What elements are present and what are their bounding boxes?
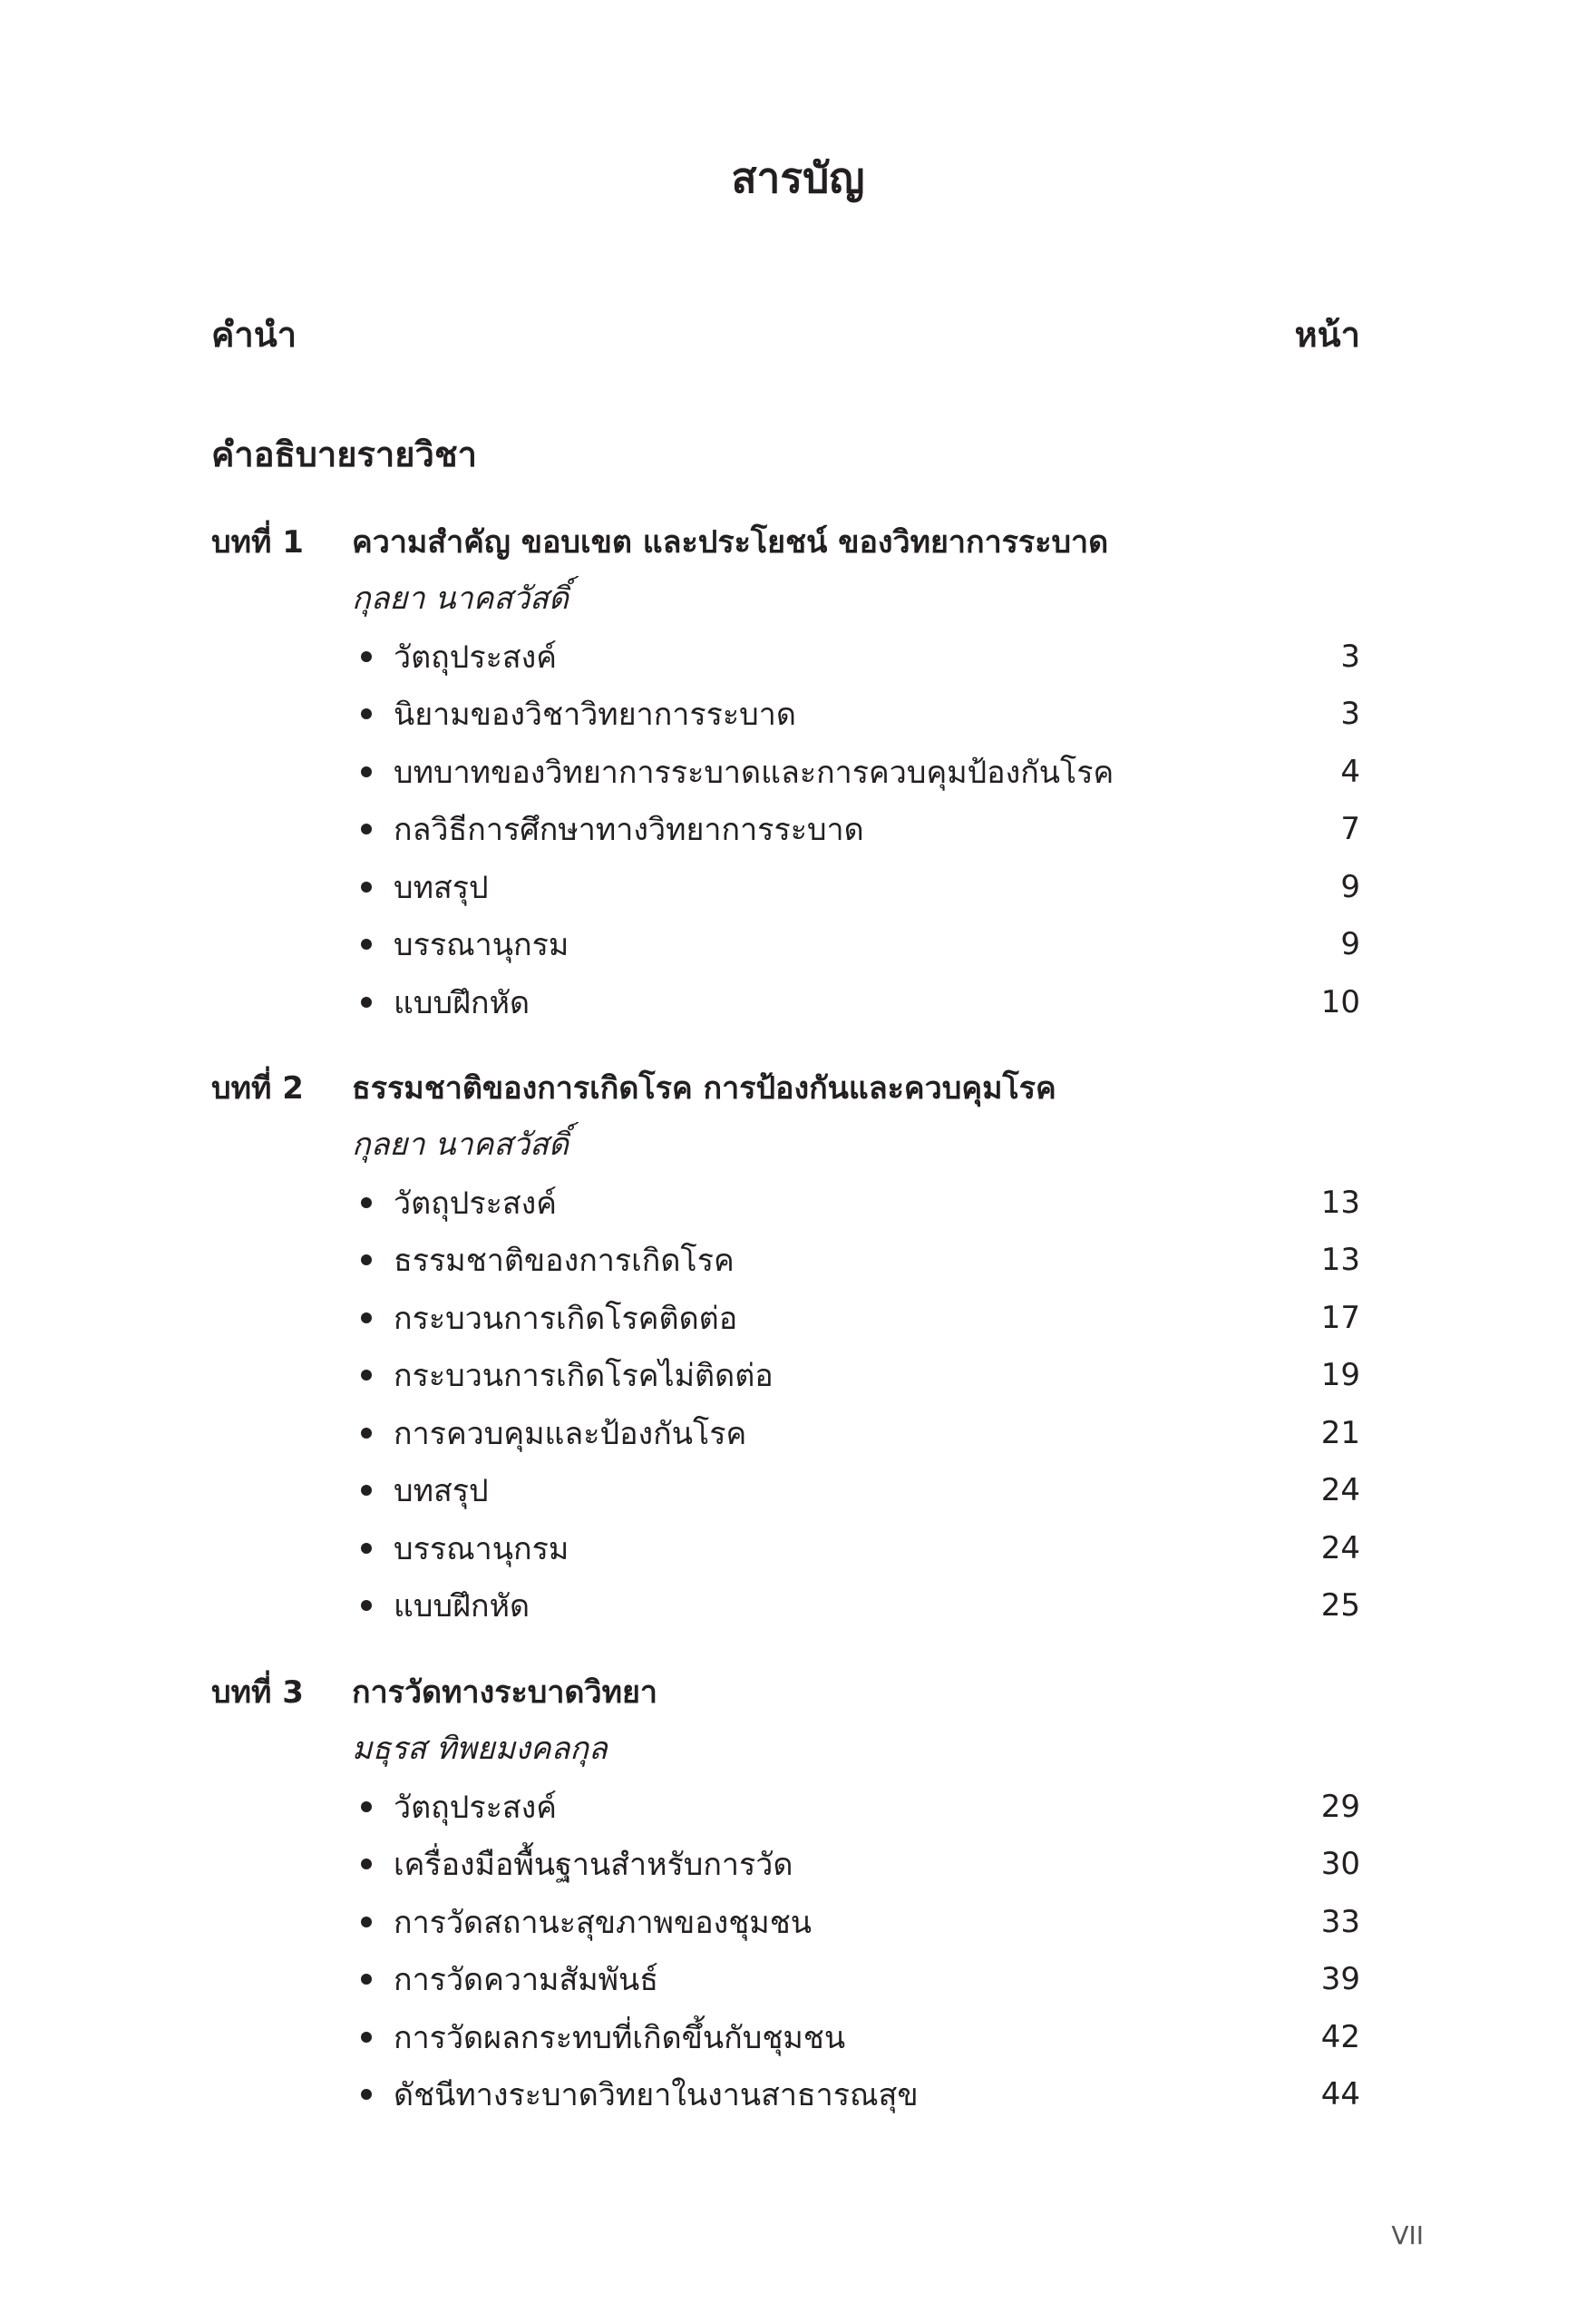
- entry-label: บทบาทของวิทยาการระบาดและการควบคุมป้องกันโรค: [394, 754, 1114, 791]
- entry-page: 3: [1340, 696, 1360, 733]
- bullet-icon: [361, 1428, 372, 1439]
- entry-label: บรรณานุกรม: [394, 927, 569, 964]
- bullet-icon: [361, 1254, 372, 1265]
- toc-entry: [211, 1951, 1360, 2009]
- bullet-icon: [361, 1485, 372, 1496]
- bullet-icon: [361, 651, 372, 662]
- entry-label: กระบวนการเกิดโรคติดต่อ: [394, 1300, 738, 1337]
- chapter-number: บทที่ 3: [211, 1674, 304, 1711]
- chapter-items: [211, 1778, 1360, 2123]
- page-number: VII: [1391, 2220, 1424, 2250]
- preface-heading: คำนำ: [211, 315, 297, 355]
- entry-page: 42: [1320, 2018, 1360, 2055]
- toc-entry: [211, 858, 1360, 916]
- bullet-icon: [361, 708, 372, 719]
- toc-entry: [211, 1893, 1360, 1951]
- toc-entry: [211, 686, 1360, 744]
- chapter-title: ความสำคัญ ขอบเขต และประโยชน์ ของวิทยาการระบาด: [352, 524, 1109, 561]
- entry-page: 30: [1320, 1846, 1360, 1883]
- entry-page: 9: [1340, 926, 1360, 963]
- chapter-title: การวัดทางระบาดวิทยา: [352, 1674, 658, 1711]
- toc-entry: [211, 916, 1360, 974]
- toc-entry: [211, 1174, 1360, 1232]
- bullet-icon: [361, 1197, 372, 1208]
- bullet-icon: [361, 766, 372, 777]
- entry-page: 39: [1320, 1961, 1360, 1998]
- entry-page: 9: [1340, 868, 1360, 905]
- toc-entry: [211, 801, 1360, 859]
- page-title: สารบัญ: [731, 153, 865, 202]
- entry-label: แบบฝึกหัด: [394, 1588, 530, 1625]
- page-column-heading: หน้า: [1294, 315, 1360, 355]
- entry-page: 25: [1320, 1587, 1360, 1624]
- entry-label: กลวิธีการศึกษาทางวิทยาการระบาด: [394, 812, 864, 849]
- toc-entry: [211, 2008, 1360, 2066]
- toc-entry: [211, 1462, 1360, 1520]
- toc-entry: [211, 1778, 1360, 1836]
- chapter-title: ธรรมชาติของการเกิดโรค การป้องกันและควบคุมโรค: [352, 1070, 1056, 1107]
- entry-page: 24: [1320, 1529, 1360, 1566]
- entry-page: 19: [1320, 1357, 1360, 1394]
- chapter-number: บทที่ 1: [211, 524, 304, 561]
- chapter-heading: [211, 1663, 1360, 1720]
- toc-entry: [211, 1289, 1360, 1347]
- bullet-icon: [361, 1370, 372, 1381]
- entry-page: 29: [1320, 1788, 1360, 1825]
- toc-entry: [211, 1519, 1360, 1577]
- bullet-icon: [361, 1543, 372, 1554]
- chapter-3: [211, 1663, 1360, 2123]
- chapter-items: [211, 1174, 1360, 1634]
- entry-page: 7: [1340, 811, 1360, 848]
- entry-page: 21: [1320, 1414, 1360, 1451]
- entry-page: 17: [1320, 1299, 1360, 1336]
- chapter-author: มธุรส ทิพยมงคลกุล: [352, 1731, 608, 1767]
- entry-page: 4: [1340, 753, 1360, 790]
- chapter-author: กุลยา นาคสวัสดิ์: [352, 580, 569, 617]
- chapter-1: [211, 513, 1360, 1031]
- entry-label: วัตถุประสงค์: [394, 1789, 557, 1826]
- entry-label: การวัดความสัมพันธ์: [394, 1962, 659, 1999]
- entry-page: 13: [1320, 1184, 1360, 1221]
- entry-page: 10: [1320, 983, 1360, 1020]
- entry-label: การวัดสถานะสุขภาพของชุมชน: [394, 1904, 813, 1941]
- bullet-icon: [361, 1801, 372, 1812]
- toc-entry: [211, 1347, 1360, 1405]
- entry-label: การวัดผลกระทบที่เกิดขึ้นกับชุมชน: [394, 2019, 846, 2056]
- bullet-icon: [361, 1859, 372, 1869]
- bullet-icon: [361, 997, 372, 1008]
- toc-entry: [211, 628, 1360, 686]
- bullet-icon: [361, 939, 372, 950]
- chapter-heading: [211, 513, 1360, 570]
- entry-label: นิยามของวิชาวิทยาการระบาด: [394, 697, 796, 734]
- entry-label: แบบฝึกหัด: [394, 984, 530, 1021]
- entry-label: บทสรุป: [394, 869, 489, 906]
- entry-label: วัตถุประสงค์: [394, 1185, 557, 1222]
- entry-page: 13: [1320, 1242, 1360, 1279]
- entry-label: บทสรุป: [394, 1473, 489, 1510]
- entry-label: การควบคุมและป้องกันโรค: [394, 1415, 747, 1452]
- entry-label: กระบวนการเกิดโรคไม่ติดต่อ: [394, 1358, 774, 1395]
- entry-label: วัตถุประสงค์: [394, 639, 557, 676]
- bullet-icon: [361, 1974, 372, 1985]
- entry-page: 3: [1340, 638, 1360, 675]
- chapter-heading: [211, 1059, 1360, 1116]
- chapter-author: กุลยา นาคสวัสดิ์: [352, 1127, 569, 1163]
- entry-label: บรรณานุกรม: [394, 1530, 569, 1567]
- chapter-items: [211, 628, 1360, 1031]
- entry-label: ดัชนีทางระบาดวิทยาในงานสาธารณสุข: [394, 2077, 919, 2114]
- toc-entry: [211, 973, 1360, 1031]
- course-description-heading: คำอธิบายรายวิชา: [211, 434, 477, 474]
- bullet-icon: [361, 1600, 372, 1611]
- entry-label: ธรรมชาติของการเกิดโรค: [394, 1243, 735, 1280]
- bullet-icon: [361, 1917, 372, 1927]
- bullet-icon: [361, 2089, 372, 2100]
- chapter-number: บทที่ 2: [211, 1070, 304, 1107]
- toc-entry: [211, 1577, 1360, 1635]
- entry-page: 24: [1320, 1472, 1360, 1509]
- entry-page: 33: [1320, 1903, 1360, 1940]
- toc-entry: [211, 1836, 1360, 1894]
- chapter-2: [211, 1059, 1360, 1634]
- bullet-icon: [361, 882, 372, 893]
- toc-entry: [211, 743, 1360, 801]
- bullet-icon: [361, 1312, 372, 1323]
- entry-label: เครื่องมือพื้นฐานสำหรับการวัด: [394, 1847, 793, 1884]
- toc-entry: [211, 1404, 1360, 1462]
- bullet-icon: [361, 824, 372, 834]
- bullet-icon: [361, 2032, 372, 2043]
- toc-header: [211, 307, 1360, 362]
- toc-entry: [211, 1232, 1360, 1290]
- toc-entry: [211, 2066, 1360, 2124]
- entry-page: 44: [1320, 2076, 1360, 2113]
